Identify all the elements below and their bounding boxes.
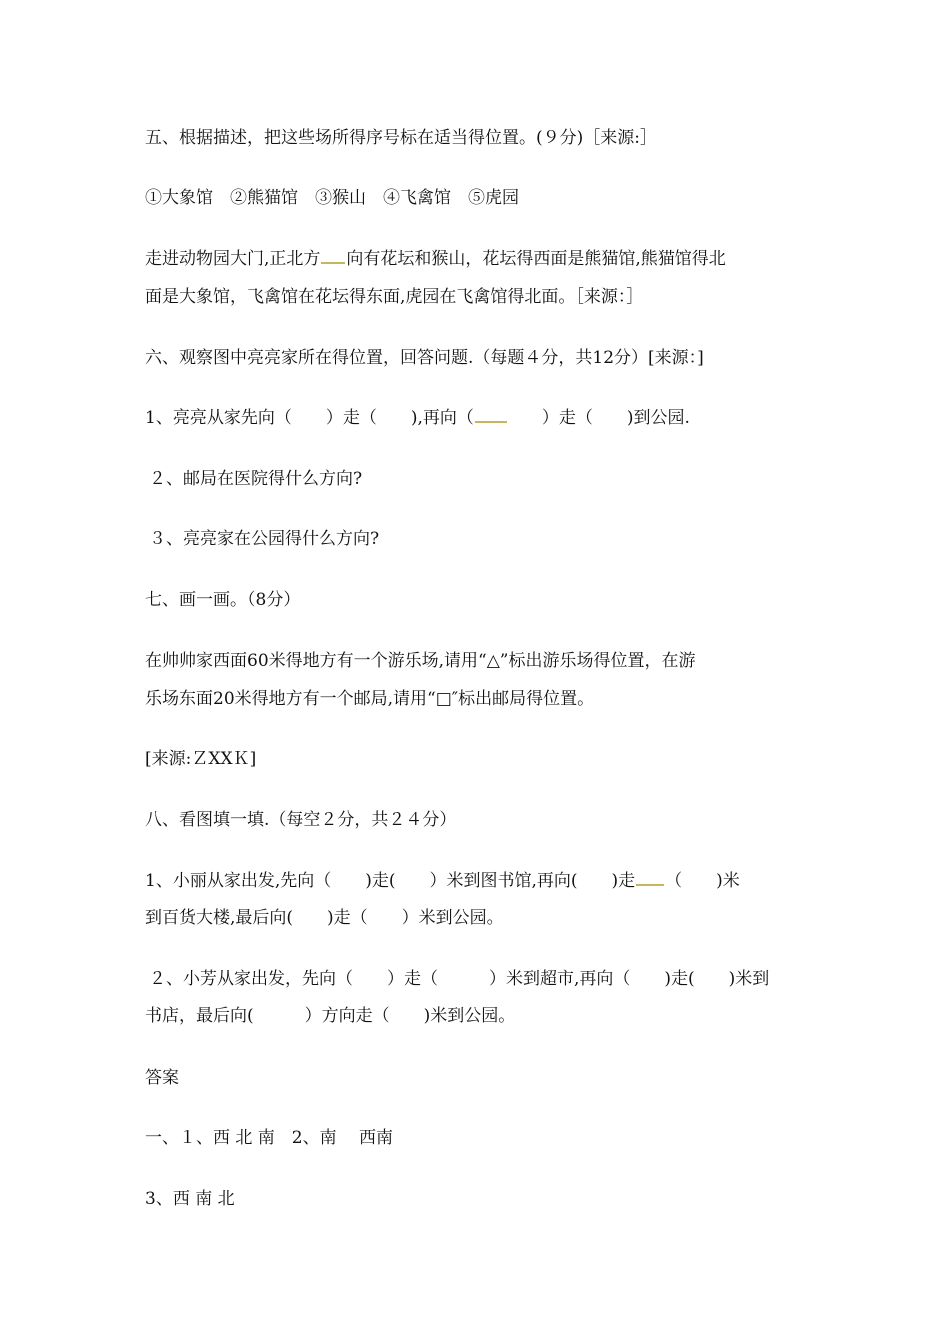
section-six-question-2: ２、邮局在医院得什么方向?: [149, 469, 363, 489]
section-five-options: ①大象馆 ②熊猫馆 ③猴山 ④飞禽馆 ⑤虎园: [145, 188, 519, 208]
section-eight-question-1-line-1: 1、小丽从家出发,先向（ )走( ）米到图书馆,再向( )走 （ )米: [145, 871, 740, 891]
section-five-text-line-2: 面是大象馆，飞禽馆在花坛得东面,虎园在飞禽馆得北面。［来源：］: [145, 287, 644, 307]
section-eight-question-1-line-2: 到百货大楼,最后向( )走（ ）米到公园。: [145, 908, 504, 928]
section-eight-question-2-line-2: 书店，最后向( ）方向走（ )米到公园。: [145, 1006, 516, 1026]
section-seven-text-line-2: 乐场东面20米得地方有一个邮局,请用“□″标出邮局得位置。: [145, 689, 595, 709]
answer-line-2: 3、西 南 北: [145, 1189, 235, 1209]
section-seven-title: 七、画一画。（8分）: [145, 590, 301, 610]
section-six-title: 六、观察图中亮亮家所在得位置，回答问题.（每题４分，共12分）[来源：]: [145, 348, 704, 368]
source-note: [来源:ＺXXＫ]: [145, 749, 257, 769]
section-five-title: 五、根据描述，把这些场所得序号标在适当得位置。(９分)［来源:］: [145, 128, 657, 148]
answer-line-1: 一、１、西 北 南 2、南 西南: [145, 1128, 394, 1148]
section-eight-question-2-line-1: ２、小芳从家出发，先向（ ）走（ ）米到超市,再向（ )走( )米到: [149, 969, 770, 989]
section-five-text-line-1: 走进动物园大门,正北方 向有花坛和猴山，花坛得西面是熊猫馆,熊猫馆得北: [145, 249, 726, 269]
underline-mark: [636, 884, 664, 886]
underline-mark: [475, 421, 507, 423]
section-six-question-1: 1、亮亮从家先向（ ）走（ ),再向（ ）走（ )到公园.: [145, 408, 690, 428]
underline-mark: [321, 262, 345, 264]
answer-heading: 答案: [145, 1068, 179, 1088]
section-six-question-3: ３、亮亮家在公园得什么方向?: [149, 529, 380, 549]
section-eight-title: 八、看图填一填.（每空２分，共２４分）: [145, 810, 457, 830]
section-seven-text-line-1: 在帅帅家西面60米得地方有一个游乐场,请用“△”标出游乐场得位置，在游: [145, 651, 696, 671]
